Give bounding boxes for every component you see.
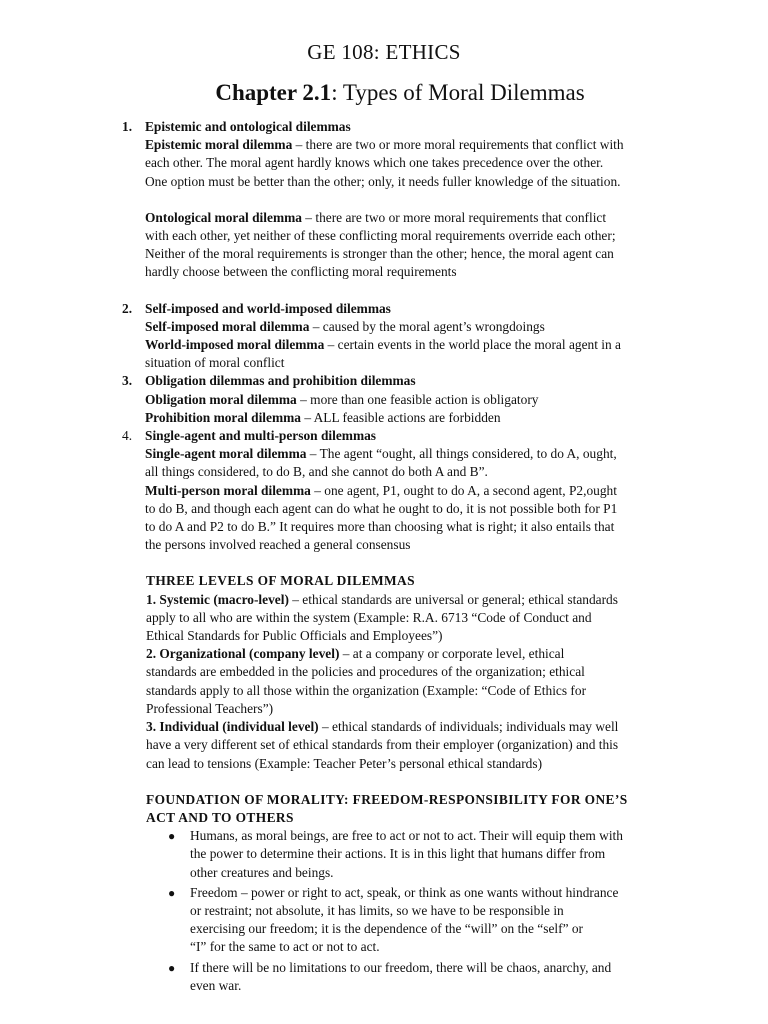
list-item bbox=[168, 827, 702, 882]
level-text: – ethical standards of individuals; individuals may well bbox=[318, 719, 619, 735]
section-title: ACT AND TO OTHERS bbox=[146, 809, 294, 825]
level-line bbox=[146, 718, 701, 736]
definition-line bbox=[145, 409, 705, 427]
dilemma-heading-text: Obligation dilemmas and prohibition dilemmas bbox=[145, 373, 416, 389]
spacer bbox=[0, 282, 768, 300]
list-item bbox=[168, 959, 702, 995]
bullet-text: other creatures and beings. bbox=[190, 864, 334, 880]
definition-term: Multi-person moral dilemma bbox=[145, 482, 311, 498]
dilemma-section bbox=[0, 300, 768, 373]
definition-line bbox=[145, 318, 705, 336]
definition-text: – there are two or more moral requirements that conflict bbox=[301, 209, 607, 225]
level-term: 1. Systemic (macro-level) bbox=[146, 591, 289, 607]
dilemma-section bbox=[0, 427, 768, 554]
bullet-text: If there will be no limitations to our freedom, there will be chaos, anarchy, and bbox=[190, 959, 612, 975]
chapter-title bbox=[0, 80, 768, 106]
definition-text: – certain events in the world place the moral agent in a bbox=[324, 337, 621, 353]
spacer bbox=[0, 554, 768, 572]
bullet-icon: ● bbox=[168, 829, 176, 844]
dilemma-heading bbox=[145, 300, 705, 318]
level-continuation: can lead to tensions (Example: Teacher Peter’s personal ethical standards) bbox=[146, 755, 543, 771]
definition-line bbox=[145, 391, 705, 409]
level-line bbox=[146, 645, 701, 663]
level-continuation: have a very different set of ethical standards from their employer (organization) and this bbox=[146, 737, 619, 753]
definition-term: World-imposed moral dilemma bbox=[145, 337, 325, 353]
definition-continuation: hardly choose between the conflicting moral requirements bbox=[145, 264, 457, 280]
definition-line bbox=[145, 136, 705, 154]
level-term: 3. Individual (individual level) bbox=[146, 719, 319, 735]
document-body bbox=[0, 118, 768, 997]
definition-continuation: Neither of the moral requirements is stronger than the other; hence, the moral agent can bbox=[145, 246, 614, 262]
dilemma-section bbox=[0, 118, 768, 282]
dilemma-heading bbox=[145, 372, 705, 390]
foundation-section bbox=[146, 791, 701, 827]
definition-term: Ontological moral dilemma bbox=[145, 209, 302, 225]
definition-term: Self-imposed moral dilemma bbox=[145, 318, 310, 334]
level-line bbox=[146, 591, 701, 609]
definition-text: – The agent “ought, all things considered, to do A, ought, bbox=[306, 446, 617, 462]
level-continuation: standards apply to all those within the organization (Example: “Code of Ethics for bbox=[146, 682, 587, 698]
bullet-text: Freedom – power or right to act, speak, or think as one wants without hindrance bbox=[190, 884, 619, 900]
definition-continuation: situation of moral conflict bbox=[145, 355, 285, 371]
levels-section bbox=[146, 572, 701, 772]
level-term: 2. Organizational (company level) bbox=[146, 646, 340, 662]
dilemma-section bbox=[0, 372, 768, 427]
definition-line bbox=[145, 482, 705, 500]
definition-continuation: all things considered, to do B, and she cannot do both A and B”. bbox=[145, 464, 488, 480]
spacer bbox=[145, 191, 705, 209]
chapter-label: Chapter 2.1 bbox=[215, 80, 332, 105]
definition-text: – more than one feasible action is obligatory bbox=[296, 391, 539, 407]
level-continuation: Professional Teachers”) bbox=[146, 700, 274, 716]
bullet-text: “I” for the same to act or not to act. bbox=[190, 939, 380, 955]
definition-continuation: One option must be better than the other; only, it needs fuller knowledge of the situation. bbox=[145, 173, 621, 189]
definition-continuation: to do A and P2 to do B.” It requires more than choosing what is right; it also entails that bbox=[145, 519, 615, 535]
list-number: 2. bbox=[122, 300, 133, 316]
definition-continuation: with each other, yet neither of these conflicting moral requirements override each other; bbox=[145, 228, 616, 244]
definition-text: – caused by the moral agent’s wrongdoings bbox=[309, 318, 545, 334]
list-number: 3. bbox=[122, 373, 133, 389]
level-text: – at a company or corporate level, ethical bbox=[339, 646, 565, 662]
level-text: – ethical standards are universal or general; ethical standards bbox=[288, 591, 618, 607]
dilemma-heading-text: Epistemic and ontological dilemmas bbox=[145, 119, 351, 134]
dilemma-item bbox=[145, 300, 705, 373]
definition-line bbox=[145, 209, 705, 227]
definition-term: Epistemic moral dilemma bbox=[145, 137, 293, 153]
definition-text: – there are two or more moral requirements that conflict with bbox=[292, 137, 624, 153]
chapter-subtitle: : Types of Moral Dilemmas bbox=[331, 80, 585, 105]
level-continuation: apply to all who are within the system (Example: R.A. 6713 “Code of Conduct and bbox=[146, 609, 592, 625]
course-title: GE 108: ETHICS bbox=[307, 40, 461, 64]
bullet-text: Humans, as moral beings, are free to act or not to act. Their will equip them with bbox=[190, 828, 623, 844]
section-title: FOUNDATION OF MORALITY: FREEDOM-RESPONSIBILITY FOR ONE’S bbox=[146, 791, 628, 807]
definition-text: – ALL feasible actions are forbidden bbox=[300, 409, 501, 425]
definition-term: Prohibition moral dilemma bbox=[145, 409, 301, 425]
section-title: THREE LEVELS OF MORAL DILEMMAS bbox=[146, 573, 415, 589]
bullet-text: exercising our freedom; it is the dependence of the “will” on the “self” or bbox=[190, 921, 584, 937]
dilemma-item bbox=[145, 427, 705, 554]
definition-line bbox=[145, 336, 705, 354]
bullet-icon: ● bbox=[168, 960, 176, 975]
dilemma-item bbox=[145, 118, 705, 282]
list-item bbox=[168, 884, 702, 957]
definition-line bbox=[145, 445, 705, 463]
list-number: 1. bbox=[122, 119, 133, 134]
definition-term: Single-agent moral dilemma bbox=[145, 446, 307, 462]
spacer bbox=[0, 773, 768, 791]
definition-continuation: the persons involved reached a general consensus bbox=[145, 537, 411, 553]
definition-text: – one agent, P1, ought to do A, a second agent, P2,ought bbox=[310, 482, 617, 498]
level-continuation: standards are embedded in the policies and procedures of the organization; ethical bbox=[146, 664, 585, 680]
dilemma-heading-text: Single-agent and multi-person dilemmas bbox=[145, 428, 377, 444]
definition-term: Obligation moral dilemma bbox=[145, 391, 297, 407]
definition-continuation: each other. The moral agent hardly knows which one takes precedence over the other. bbox=[145, 155, 604, 171]
bullet-icon: ● bbox=[168, 885, 176, 900]
dilemma-heading bbox=[145, 118, 705, 136]
definition-continuation: to do B, and though each agent can do what he ought to do, it is not possible both for P1 bbox=[145, 500, 618, 516]
bullet-text: even war. bbox=[190, 977, 242, 993]
dilemma-heading-text: Self-imposed and world-imposed dilemmas bbox=[145, 300, 391, 316]
bullet-text: the power to determine their actions. It is in this light that humans differ from bbox=[190, 846, 606, 862]
level-continuation: Ethical Standards for Public Officials and Employees”) bbox=[146, 628, 443, 644]
dilemma-item bbox=[145, 372, 705, 427]
dilemma-heading bbox=[145, 427, 705, 445]
bullet-list bbox=[0, 827, 768, 995]
list-number: 4. bbox=[122, 428, 133, 444]
bullet-text: or restraint; not absolute, it has limits, so we have to be responsible in bbox=[190, 902, 564, 918]
